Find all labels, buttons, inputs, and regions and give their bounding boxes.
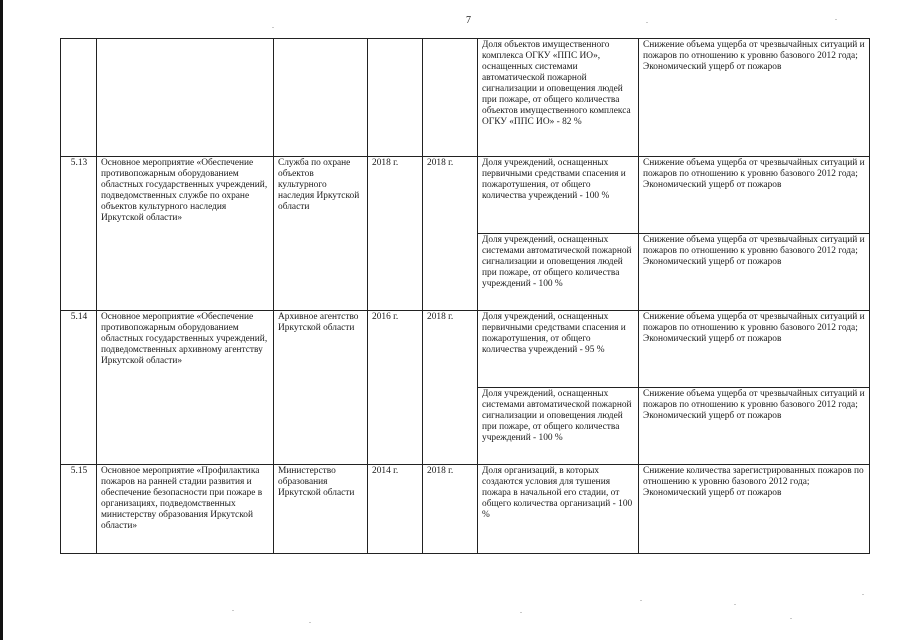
cell-num — [61, 39, 97, 157]
scan-speck — [272, 27, 274, 28]
cell-start: 2016 г. — [368, 311, 423, 465]
cell-end: 2018 г. — [423, 157, 478, 311]
cell-event — [97, 39, 274, 157]
cell-event: Основное мероприятие «Профилактика пожаров на ранней стадии развития и обеспечение безопасности при пожаре в организациях, подведомственных министерству образования Иркутской области» — [97, 465, 274, 554]
cell-indicator: Доля объектов имущественного комплекса ОГКУ «ППС ИО», оснащенных системами автоматической пожарной сигнализации и оповещения людей при пожаре, от общего количества объектов имущественного комплекса ОГКУ «ППС ИО» - 82 % — [478, 39, 639, 157]
cell-end — [423, 39, 478, 157]
scan-edge-bar — [0, 0, 3, 640]
table-row — [61, 311, 870, 388]
cell-result: Снижение объема ущерба от чрезвычайных ситуаций и пожаров по отношению к уровню базового 2012 года; Экономический ущерб от пожаров — [639, 388, 870, 465]
cell-start — [368, 39, 423, 157]
page-number: 7 — [466, 15, 471, 26]
cell-indicator: Доля учреждений, оснащенных первичными средствами спасения и пожаротушения, от общего количества учреждений - 100 % — [478, 157, 639, 234]
cell-indicator: Доля организаций, в которых создаются условия для тушения пожара в начальной его стадии, от общего количества организаций - 100 % — [478, 465, 639, 554]
scan-speck — [640, 600, 642, 601]
scan-speck — [520, 612, 522, 613]
scan-speck — [790, 618, 792, 619]
cell-event: Основное мероприятие «Обеспечение противопожарным оборудованием областных государственных учреждений, подведомственных архивному агентству Иркутской области» — [97, 311, 274, 465]
cell-num: 5.13 — [61, 157, 97, 311]
cell-start: 2018 г. — [368, 157, 423, 311]
cell-result: Снижение объема ущерба от чрезвычайных ситуаций и пожаров по отношению к уровню базового 2012 года; Экономический ущерб от пожаров — [639, 234, 870, 311]
cell-indicator: Доля учреждений, оснащенных системами автоматической пожарной сигнализации и оповещения людей при пожаре, от общего количества учреждений - 100 % — [478, 234, 639, 311]
cell-num: 5.14 — [61, 311, 97, 465]
cell-executor: Архивное агентство Иркутской области — [274, 311, 368, 465]
scan-speck — [734, 604, 736, 605]
cell-executor — [274, 39, 368, 157]
cell-executor: Министерство образования Иркутской области — [274, 465, 368, 554]
program-measures-table — [60, 38, 870, 554]
cell-result: Снижение объема ущерба от чрезвычайных ситуаций и пожаров по отношению к уровню базового 2012 года; Экономический ущерб от пожаров — [639, 311, 870, 388]
scan-speck — [309, 622, 311, 623]
scan-speck — [232, 610, 234, 611]
cell-result: Снижение объема ущерба от чрезвычайных ситуаций и пожаров по отношению к уровню базового 2012 года; Экономический ущерб от пожаров — [639, 157, 870, 234]
cell-start: 2014 г. — [368, 465, 423, 554]
table-row — [61, 157, 870, 234]
cell-result: Снижение количества зарегистрированных пожаров по отношению к уровню базового 2012 года; Экономический ущерб от пожаров — [639, 465, 870, 554]
cell-indicator: Доля учреждений, оснащенных первичными средствами спасения и пожаротушения, от общего количества учреждений - 95 % — [478, 311, 639, 388]
cell-executor: Служба по охране объектов культурного наследия Иркутской области — [274, 157, 368, 311]
scan-speck — [862, 594, 864, 595]
table-row-continuation — [61, 39, 870, 157]
cell-num: 5.15 — [61, 465, 97, 554]
scan-speck — [646, 22, 648, 23]
cell-result: Снижение объема ущерба от чрезвычайных ситуаций и пожаров по отношению к уровню базового 2012 года; Экономический ущерб от пожаров — [639, 39, 870, 157]
cell-end: 2018 г. — [423, 311, 478, 465]
cell-event: Основное мероприятие «Обеспечение противопожарным оборудованием областных государственных учреждений, подведомственных службе по охране объектов культурного наследия Иркутской области» — [97, 157, 274, 311]
cell-end: 2018 г. — [423, 465, 478, 554]
scan-speck — [835, 19, 837, 20]
cell-indicator: Доля учреждений, оснащенных системами автоматической пожарной сигнализации и оповещения людей при пожаре, от общего количества учреждений - 100 % — [478, 388, 639, 465]
table-row — [61, 465, 870, 554]
